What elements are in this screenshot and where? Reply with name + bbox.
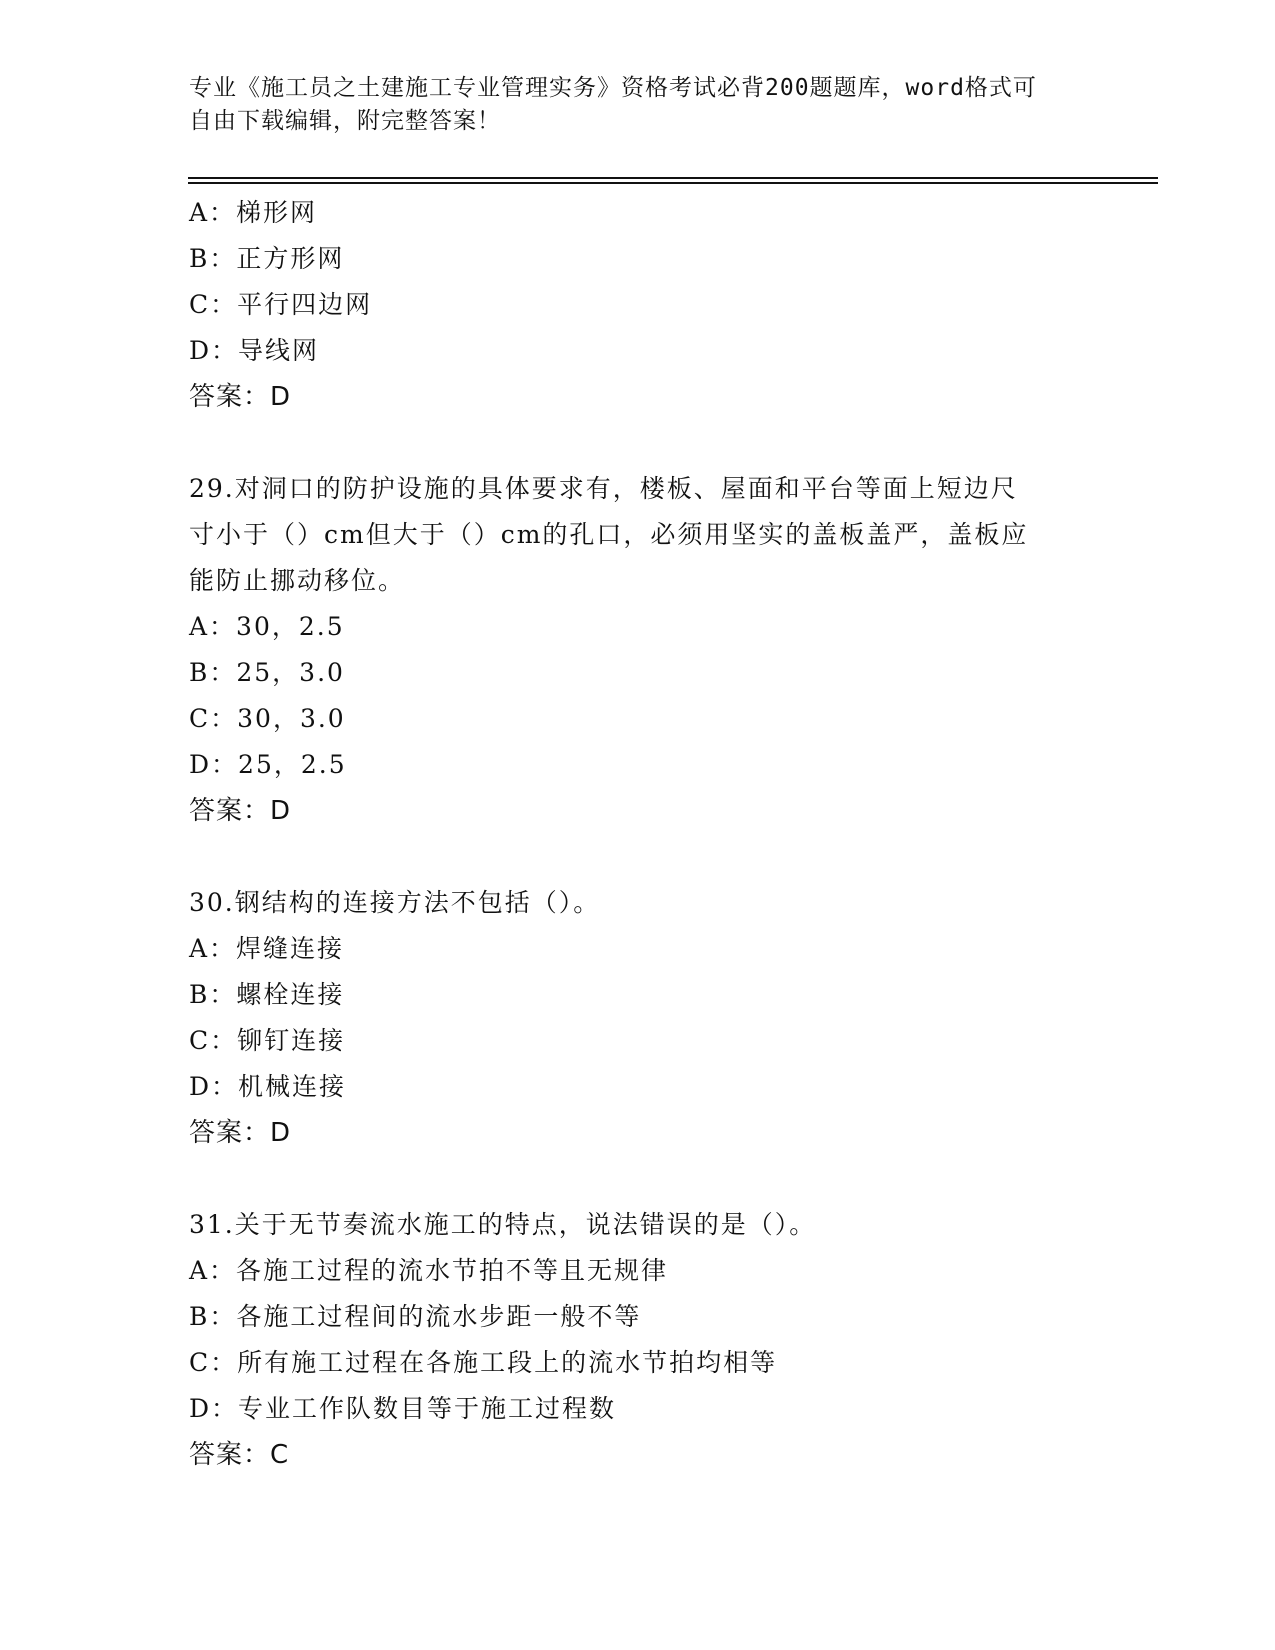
option-b: B：正方形网 [189, 244, 345, 273]
question-text-line: 寸小于（）cm但大于（）cm的孔口，必须用坚实的盖板盖严，盖板应 [189, 520, 1029, 549]
header-line-2: 自由下载编辑，附完整答案！ [189, 108, 501, 134]
option-d: D：导线网 [189, 336, 320, 365]
answer: 答案：C [189, 1440, 290, 1470]
question-29 [189, 466, 1089, 834]
header-rule-bottom [188, 182, 1158, 184]
answer: 答案：D [189, 382, 292, 412]
question-list [189, 190, 1089, 1478]
question-text-line: 能防止挪动移位。 [189, 566, 406, 595]
option-d: D：机械连接 [189, 1072, 347, 1101]
document-header [189, 72, 1089, 138]
option-b: B：各施工过程间的流水步距一般不等 [189, 1302, 642, 1331]
header-rule-top [188, 177, 1158, 179]
spacer [189, 834, 1089, 880]
question-30 [189, 880, 1089, 1156]
option-a: A：梯形网 [189, 198, 318, 227]
option-b: B：螺栓连接 [189, 980, 345, 1009]
question-text-line: 29.对洞口的防护设施的具体要求有，楼板、屋面和平台等面上短边尺 [189, 474, 1018, 503]
option-a: A：焊缝连接 [189, 934, 345, 963]
header-line-1: 专业《施工员之土建施工专业管理实务》资格考试必背200题题库，word格式可 [189, 75, 1037, 101]
question-28 [189, 190, 1089, 420]
option-c: C：所有施工过程在各施工段上的流水节拍均相等 [189, 1348, 778, 1377]
question-text-line: 31.关于无节奏流水施工的特点，说法错误的是（）。 [189, 1210, 817, 1239]
option-c: C：平行四边网 [189, 290, 373, 319]
answer: 答案：D [189, 796, 292, 826]
answer: 答案：D [189, 1118, 292, 1148]
option-c: C：30，3.0 [189, 704, 346, 733]
option-a: A：30，2.5 [189, 612, 345, 641]
spacer [189, 420, 1089, 466]
option-b: B：25，3.0 [189, 658, 345, 687]
question-31 [189, 1202, 1089, 1478]
option-d: D：25，2.5 [189, 750, 347, 779]
question-text-line: 30.钢结构的连接方法不包括（）。 [189, 888, 601, 917]
option-d: D：专业工作队数目等于施工过程数 [189, 1394, 617, 1423]
option-a: A：各施工过程的流水节拍不等且无规律 [189, 1256, 669, 1285]
option-c: C：铆钉连接 [189, 1026, 346, 1055]
spacer [189, 1156, 1089, 1202]
